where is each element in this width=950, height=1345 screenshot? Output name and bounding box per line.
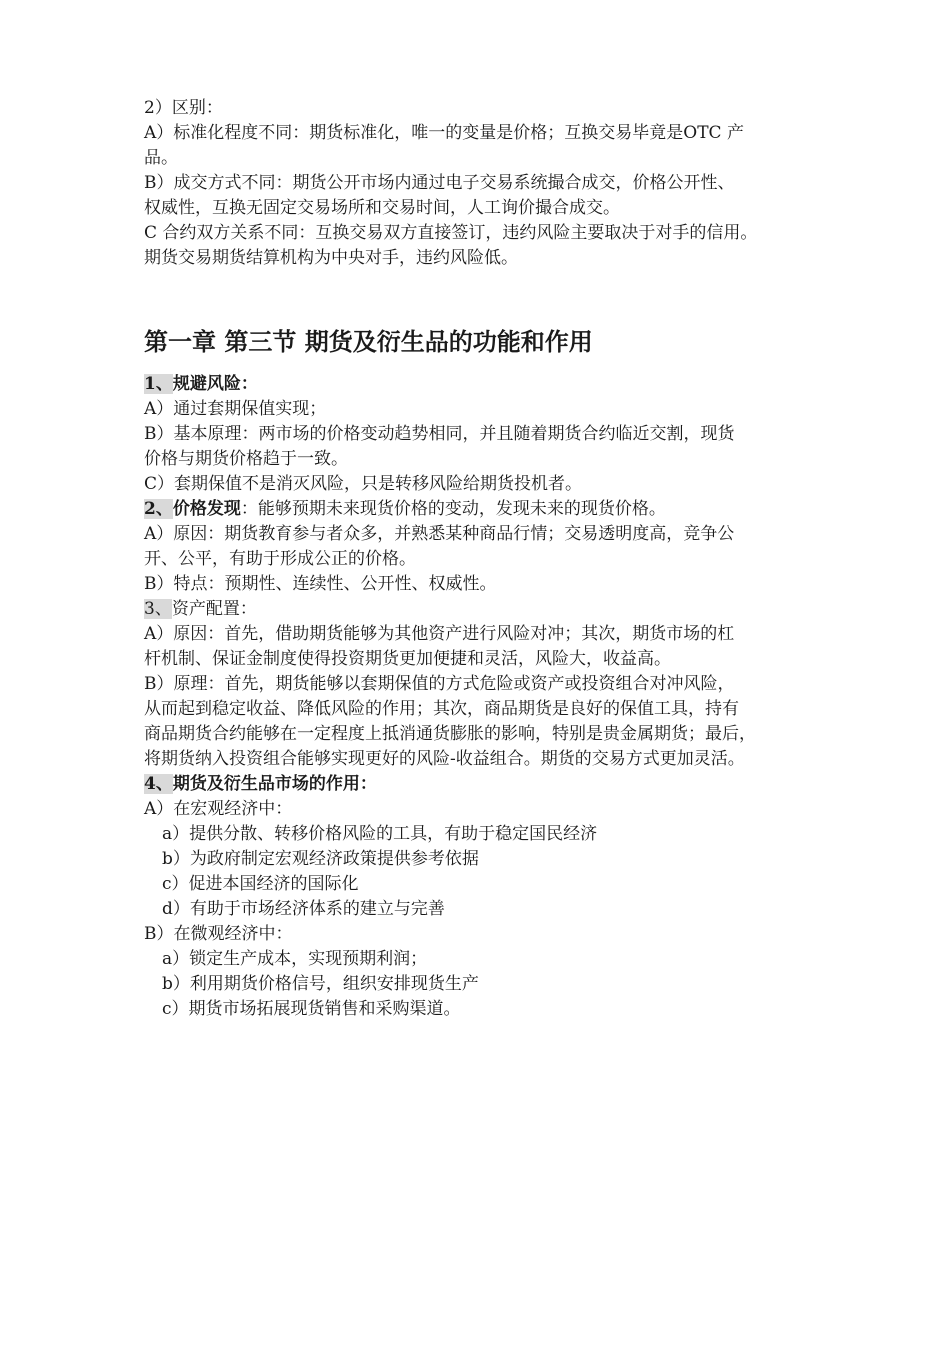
section-title: 价格发现 (172, 499, 241, 519)
intro-line: 2）区别： (144, 98, 223, 118)
section-lead: ：能够预期未来现货价格的变动，发现未来的现货价格。 (240, 499, 666, 519)
body-line: A）原因：期货教育参与者众多，并熟悉某种商品行情；交易透明度高，竞争公 (144, 524, 735, 544)
list-item: d）有助于市场经济体系的建立与完善 (162, 899, 445, 919)
intro-line: B）成交方式不同：期货公开市场内通过电子交易系统撮合成交，价格公开性、 (144, 173, 735, 193)
chapter-title: 第一章 第三节 期货及衍生品的功能和作用 (144, 328, 593, 356)
intro-line: 品。 (144, 148, 178, 168)
intro-line: A）标准化程度不同：期货标准化，唯一的变量是价格；互换交易毕竟是OTC 产 (144, 123, 744, 143)
body-line: 开、公平，有助于形成公正的价格。 (144, 549, 416, 569)
body-line: 杆机制、保证金制度使得投资期货更加便捷和灵活，风险大，收益高。 (144, 649, 671, 669)
macro-label: A）在宏观经济中： (144, 799, 293, 819)
body-line: A）原因：首先，借助期货能够为其他资产进行风险对冲；其次，期货市场的杠 (144, 624, 735, 644)
body-line: B）原理：首先，期货能够以套期保值的方式危险或资产或投资组合对冲风险， (144, 674, 735, 694)
section-title: 规避风险： (172, 374, 258, 394)
section-number: 1、 (144, 374, 173, 394)
list-item: a）提供分散、转移价格风险的工具，有助于稳定国民经济 (162, 824, 598, 844)
section-title: 期货及衍生品市场的作用： (172, 774, 377, 794)
body-line: 价格与期货价格趋于一致。 (144, 449, 348, 469)
intro-line: 权威性，互换无固定交易场所和交易时间，人工询价撮合成交。 (144, 198, 620, 218)
body-line: 将期货纳入投资组合能够实现更好的风险-收益组合。期货的交易方式更加灵活。 (144, 749, 745, 769)
list-item: c）期货市场拓展现货销售和采购渠道。 (162, 999, 461, 1019)
section-heading-4 (144, 772, 824, 797)
body-block (144, 372, 824, 1022)
intro-line: 期货交易期货结算机构为中央对手，违约风险低。 (144, 248, 518, 268)
list-item: b）为政府制定宏观经济政策提供参考依据 (162, 849, 479, 869)
section-heading-2 (144, 497, 824, 522)
intro-block (144, 96, 824, 271)
section-heading-1 (144, 372, 824, 397)
body-line: 商品期货合约能够在一定程度上抵消通货膨胀的影响，特别是贵金属期货；最后， (144, 724, 756, 744)
micro-label: B）在微观经济中： (144, 924, 293, 944)
body-line: B）基本原理：两市场的价格变动趋势相同，并且随着期货合约临近交割，现货 (144, 424, 735, 444)
section-number: 4、 (144, 774, 173, 794)
list-item: a）锁定生产成本，实现预期利润； (162, 949, 428, 969)
section-number: 3、 (144, 599, 172, 619)
body-line: C）套期保值不是消灭风险，只是转移风险给期货投机者。 (144, 474, 583, 494)
section-title: 资产配置： (171, 599, 257, 619)
body-line: B）特点：预期性、连续性、公开性、权威性。 (144, 574, 497, 594)
body-line: 从而起到稳定收益、降低风险的作用；其次，商品期货是良好的保值工具，持有 (144, 699, 739, 719)
body-line: A）通过套期保值实现； (144, 399, 327, 419)
intro-line: C 合约双方关系不同：互换交易双方直接签订，违约风险主要取决于对手的信用。 (144, 223, 758, 243)
section-number: 2、 (144, 499, 173, 519)
list-item: b）利用期货价格信号，组织安排现货生产 (162, 974, 479, 994)
section-heading-3 (144, 597, 824, 622)
list-item: c）促进本国经济的国际化 (162, 874, 359, 894)
